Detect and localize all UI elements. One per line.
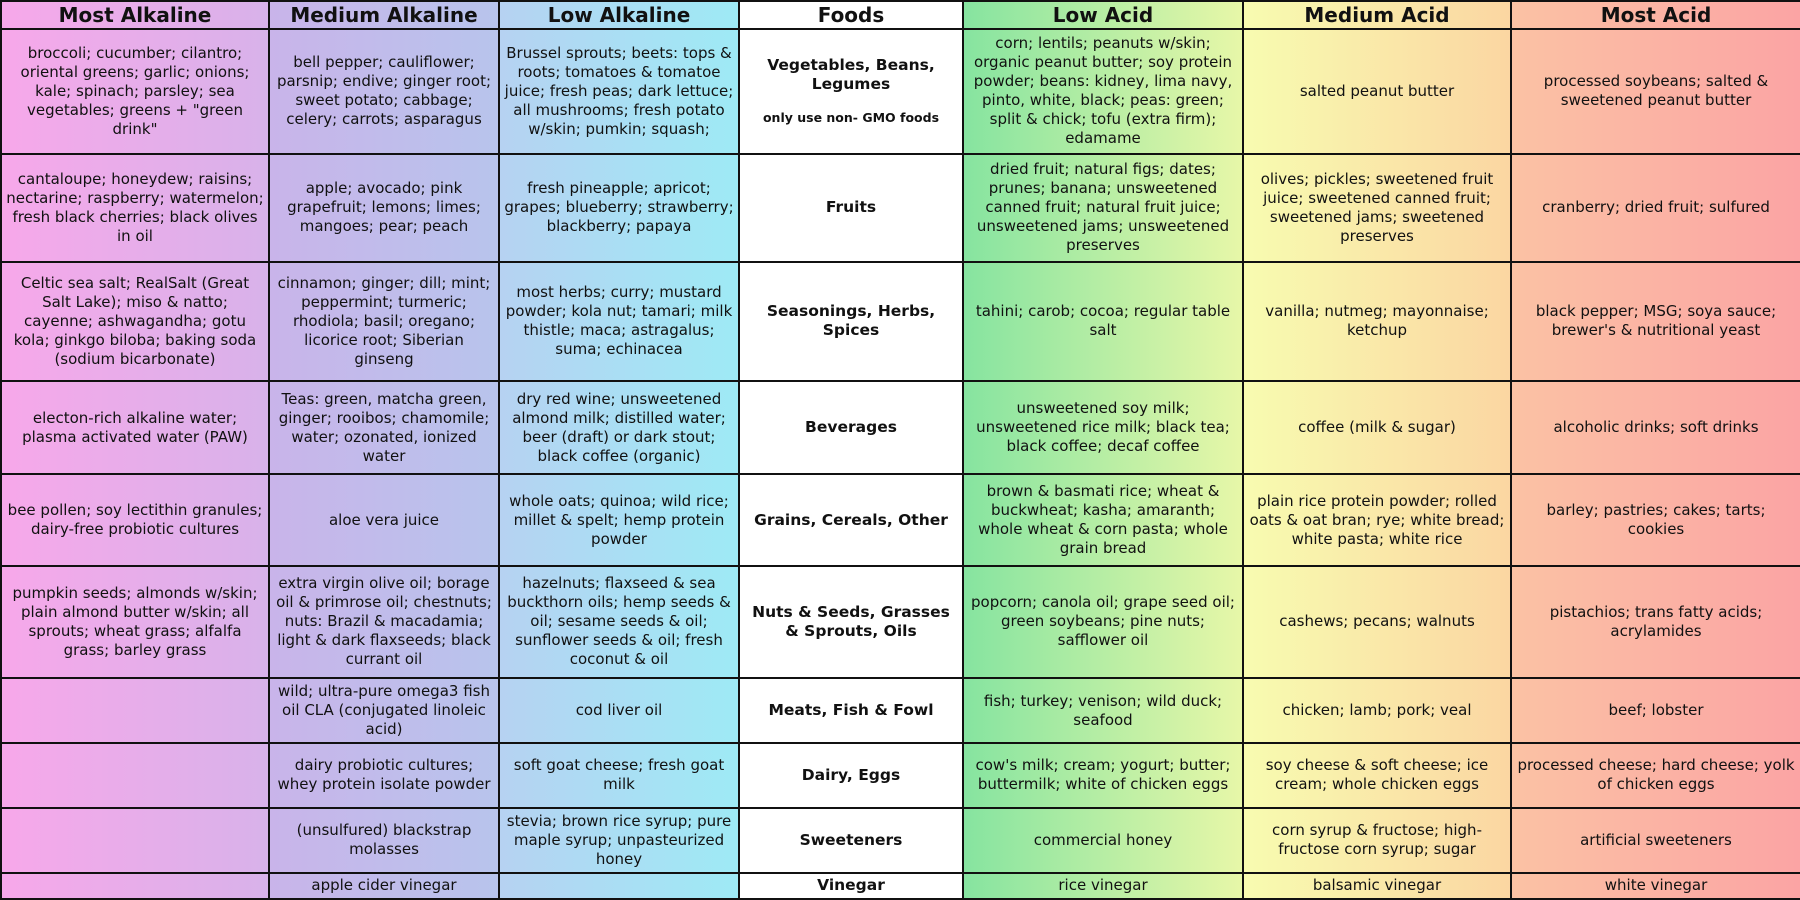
cell-most-alkaline: electon-rich alkaline water; plasma activated water (PAW) xyxy=(1,381,269,474)
food-category-label: Vinegar xyxy=(817,876,885,895)
cell-most-acid: processed cheese; hard cheese; yolk of chicken eggs xyxy=(1511,743,1800,807)
food-category-label: Nuts & Seeds, Grasses & Sprouts, Oils xyxy=(752,602,950,640)
header-medium-acid: Medium Acid xyxy=(1243,1,1511,29)
cell-low-alkaline: soft goat cheese; fresh goat milk xyxy=(499,743,739,807)
cell-medium-acid: olives; pickles; sweetened fruit juice; sweetened canned fruit; sweetened jams; sweetened preserves xyxy=(1243,154,1511,262)
cell-low-acid: rice vinegar xyxy=(963,873,1243,899)
cell-low-alkaline: stevia; brown rice syrup; pure maple syrup; unpasteurized honey xyxy=(499,808,739,873)
cell-food-category xyxy=(739,381,963,474)
cell-most-alkaline: Celtic sea salt; RealSalt (Great Salt Lake); miso & natto; cayenne; ashwagandha; gotu kola; ginkgo biloba; baking soda (sodium bicarbonate) xyxy=(1,262,269,381)
table-row xyxy=(1,873,1800,899)
header-low-alkaline: Low Alkaline xyxy=(499,1,739,29)
header-low-acid: Low Acid xyxy=(963,1,1243,29)
table-row xyxy=(1,743,1800,807)
cell-most-alkaline xyxy=(1,808,269,873)
cell-most-alkaline xyxy=(1,873,269,899)
cell-most-acid: white vinegar xyxy=(1511,873,1800,899)
cell-low-acid: popcorn; canola oil; grape seed oil; green soybeans; pine nuts; safflower oil xyxy=(963,566,1243,678)
cell-low-alkaline: whole oats; quinoa; wild rice; millet & spelt; hemp protein powder xyxy=(499,474,739,565)
cell-medium-alkaline: Teas: green, matcha green, ginger; rooibos; chamomile; water; ozonated, ionized water xyxy=(269,381,499,474)
cell-low-alkaline: most herbs; curry; mustard powder; kola nut; tamari; milk thistle; maca; astragalus; suma; echinacea xyxy=(499,262,739,381)
cell-medium-alkaline: extra virgin olive oil; borage oil & primrose oil; chestnuts; nuts: Brazil & macadamia; light & dark flaxseeds; black currant oil xyxy=(269,566,499,678)
cell-medium-alkaline: (unsulfured) blackstrap molasses xyxy=(269,808,499,873)
table-row xyxy=(1,474,1800,565)
cell-most-alkaline: cantaloupe; honeydew; raisins; nectarine; raspberry; watermelon; fresh black cherries; black olives in oil xyxy=(1,154,269,262)
cell-most-acid: cranberry; dried fruit; sulfured xyxy=(1511,154,1800,262)
cell-medium-alkaline: bell pepper; cauliflower; parsnip; endive; ginger root; sweet potato; cabbage; celery; carrots; asparagus xyxy=(269,29,499,154)
cell-most-alkaline: broccoli; cucumber; cilantro; oriental greens; garlic; onions; kale; spinach; parsley; sea vegetables; greens + "green drink" xyxy=(1,29,269,154)
cell-food-category xyxy=(739,566,963,678)
cell-low-alkaline xyxy=(499,873,739,899)
cell-medium-acid: corn syrup & fructose; high-fructose corn syrup; sugar xyxy=(1243,808,1511,873)
header-most-acid: Most Acid xyxy=(1511,1,1800,29)
cell-low-acid: unsweetened soy milk; unsweetened rice milk; black tea; black coffee; decaf coffee xyxy=(963,381,1243,474)
table-row xyxy=(1,381,1800,474)
cell-most-acid: alcoholic drinks; soft drinks xyxy=(1511,381,1800,474)
cell-medium-alkaline: aloe vera juice xyxy=(269,474,499,565)
table-row xyxy=(1,566,1800,678)
table-row xyxy=(1,29,1800,154)
cell-medium-acid: cashews; pecans; walnuts xyxy=(1243,566,1511,678)
header-foods: Foods xyxy=(739,1,963,29)
cell-food-category xyxy=(739,808,963,873)
cell-low-acid: commercial honey xyxy=(963,808,1243,873)
food-category-note: only use non- GMO foods xyxy=(762,109,940,125)
cell-low-alkaline: hazelnuts; flaxseed & sea buckthorn oils; hemp seeds & oil; sesame seeds & oil; sunflower seeds & oil; fresh coconut & oil xyxy=(499,566,739,678)
table-row xyxy=(1,154,1800,262)
food-category-label: Fruits xyxy=(825,198,877,217)
header-medium-alkaline: Medium Alkaline xyxy=(269,1,499,29)
cell-medium-alkaline: dairy probiotic cultures; whey protein isolate powder xyxy=(269,743,499,807)
cell-most-alkaline: pumpkin seeds; almonds w/skin; plain almond butter w/skin; all sprouts; wheat grass; alfalfa grass; barley grass xyxy=(1,566,269,678)
cell-food-category xyxy=(739,29,963,154)
cell-most-acid: processed soybeans; salted & sweetened peanut butter xyxy=(1511,29,1800,154)
cell-medium-alkaline: apple cider vinegar xyxy=(269,873,499,899)
cell-medium-acid: salted peanut butter xyxy=(1243,29,1511,154)
header-most-alkaline: Most Alkaline xyxy=(1,1,269,29)
cell-medium-acid: plain rice protein powder; rolled oats & oat bran; rye; white bread; white pasta; white rice xyxy=(1243,474,1511,565)
cell-medium-alkaline: cinnamon; ginger; dill; mint; peppermint; turmeric; rhodiola; basil; oregano; licorice root; Siberian ginseng xyxy=(269,262,499,381)
cell-food-category xyxy=(739,873,963,899)
header-row xyxy=(1,1,1800,29)
cell-medium-alkaline: wild; ultra-pure omega3 fish oil CLA (conjugated linoleic acid) xyxy=(269,678,499,743)
food-category-label: Beverages xyxy=(805,418,897,437)
cell-low-alkaline: Brussel sprouts; beets: tops & roots; tomatoes & tomatoe juice; fresh peas; dark lettuce; all mushrooms; fresh potato w/skin; pumkin; squash; xyxy=(499,29,739,154)
cell-most-acid: beef; lobster xyxy=(1511,678,1800,743)
cell-low-alkaline: cod liver oil xyxy=(499,678,739,743)
cell-low-acid: corn; lentils; peanuts w/skin; organic peanut butter; soy protein powder; beans: kidney, lima navy, pinto, white, black; peas: green; split & chick; tofu (extra firm); edamame xyxy=(963,29,1243,154)
cell-most-acid: artificial sweeteners xyxy=(1511,808,1800,873)
cell-most-acid: black pepper; MSG; soya sauce; brewer's & nutritional yeast xyxy=(1511,262,1800,381)
cell-medium-alkaline: apple; avocado; pink grapefruit; lemons; limes; mangoes; pear; peach xyxy=(269,154,499,262)
cell-low-acid: brown & basmati rice; wheat & buckwheat; kasha; amaranth; whole wheat & corn pasta; whole grain bread xyxy=(963,474,1243,565)
cell-most-alkaline: bee pollen; soy lectithin granules; dairy-free probiotic cultures xyxy=(1,474,269,565)
food-category-label: Vegetables, Beans, Legumes xyxy=(767,55,935,93)
cell-most-alkaline xyxy=(1,678,269,743)
cell-low-acid: cow's milk; cream; yogurt; butter; buttermilk; white of chicken eggs xyxy=(963,743,1243,807)
cell-most-acid: barley; pastries; cakes; tarts; cookies xyxy=(1511,474,1800,565)
cell-food-category xyxy=(739,154,963,262)
food-category-label: Dairy, Eggs xyxy=(801,765,901,784)
table-row xyxy=(1,808,1800,873)
cell-food-category xyxy=(739,743,963,807)
table-row xyxy=(1,262,1800,381)
cell-low-alkaline: dry red wine; unsweetened almond milk; distilled water; beer (draft) or dark stout; black coffee (organic) xyxy=(499,381,739,474)
food-category-label: Meats, Fish & Fowl xyxy=(768,701,934,720)
cell-food-category xyxy=(739,474,963,565)
cell-medium-acid: chicken; lamb; pork; veal xyxy=(1243,678,1511,743)
food-category-label: Grains, Cereals, Other xyxy=(754,510,948,529)
cell-low-acid: fish; turkey; venison; wild duck; seafood xyxy=(963,678,1243,743)
food-category-label: Sweeteners xyxy=(799,830,903,849)
cell-medium-acid: balsamic vinegar xyxy=(1243,873,1511,899)
cell-low-alkaline: fresh pineapple; apricot; grapes; blueberry; strawberry; blackberry; papaya xyxy=(499,154,739,262)
cell-medium-acid: soy cheese & soft cheese; ice cream; whole chicken eggs xyxy=(1243,743,1511,807)
cell-medium-acid: coffee (milk & sugar) xyxy=(1243,381,1511,474)
cell-food-category xyxy=(739,678,963,743)
food-category-label: Seasonings, Herbs, Spices xyxy=(766,302,936,340)
cell-low-acid: tahini; carob; cocoa; regular table salt xyxy=(963,262,1243,381)
cell-low-acid: dried fruit; natural figs; dates; prunes; banana; unsweetened canned fruit; natural fruit juice; unsweetened jams; unsweetened preserves xyxy=(963,154,1243,262)
cell-most-alkaline xyxy=(1,743,269,807)
cell-most-acid: pistachios; trans fatty acids; acrylamides xyxy=(1511,566,1800,678)
cell-food-category xyxy=(739,262,963,381)
cell-medium-acid: vanilla; nutmeg; mayonnaise; ketchup xyxy=(1243,262,1511,381)
table-row xyxy=(1,678,1800,743)
